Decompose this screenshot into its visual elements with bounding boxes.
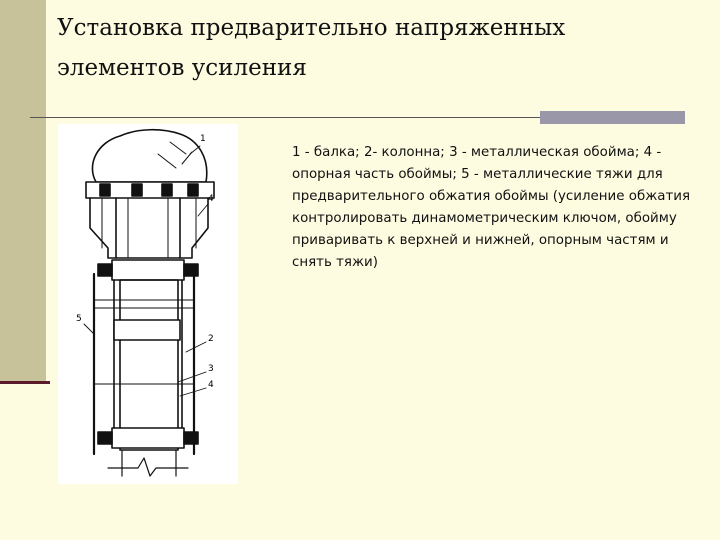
callout-4-top: 4	[208, 194, 214, 204]
callout-4-bottom: 4	[208, 380, 214, 390]
callout-1: 1	[200, 134, 206, 144]
column-jacket-diagram	[58, 124, 238, 484]
slide-title: Установка предварительно напряженных элементов усиления	[57, 15, 566, 81]
upper-support-part	[90, 198, 208, 258]
upper-clamp	[112, 260, 184, 280]
break-line	[108, 450, 188, 476]
figure-caption: 1 - балка; 2- колонна; 3 - металлическая обойма; 4 - опорная часть обоймы; 5 - металлические тяжи для предварительного обжатия обоймы (усиление обжатия контролировать динамометрическим ключом, обойму приваривать к верхней и нижней, опорным частям и снять тяжи)	[292, 145, 691, 270]
left-decorative-bar	[0, 0, 46, 384]
callout-2: 2	[208, 334, 214, 344]
callout-3: 3	[208, 364, 214, 374]
left-accent-line	[0, 381, 50, 384]
column	[120, 280, 178, 450]
beam-outline	[92, 130, 206, 182]
callout-5: 5	[76, 314, 82, 324]
middle-clamp	[114, 320, 180, 340]
lower-clamp	[112, 428, 184, 448]
reinforcement-drawing	[58, 124, 238, 484]
divider-accent-block	[540, 111, 685, 124]
